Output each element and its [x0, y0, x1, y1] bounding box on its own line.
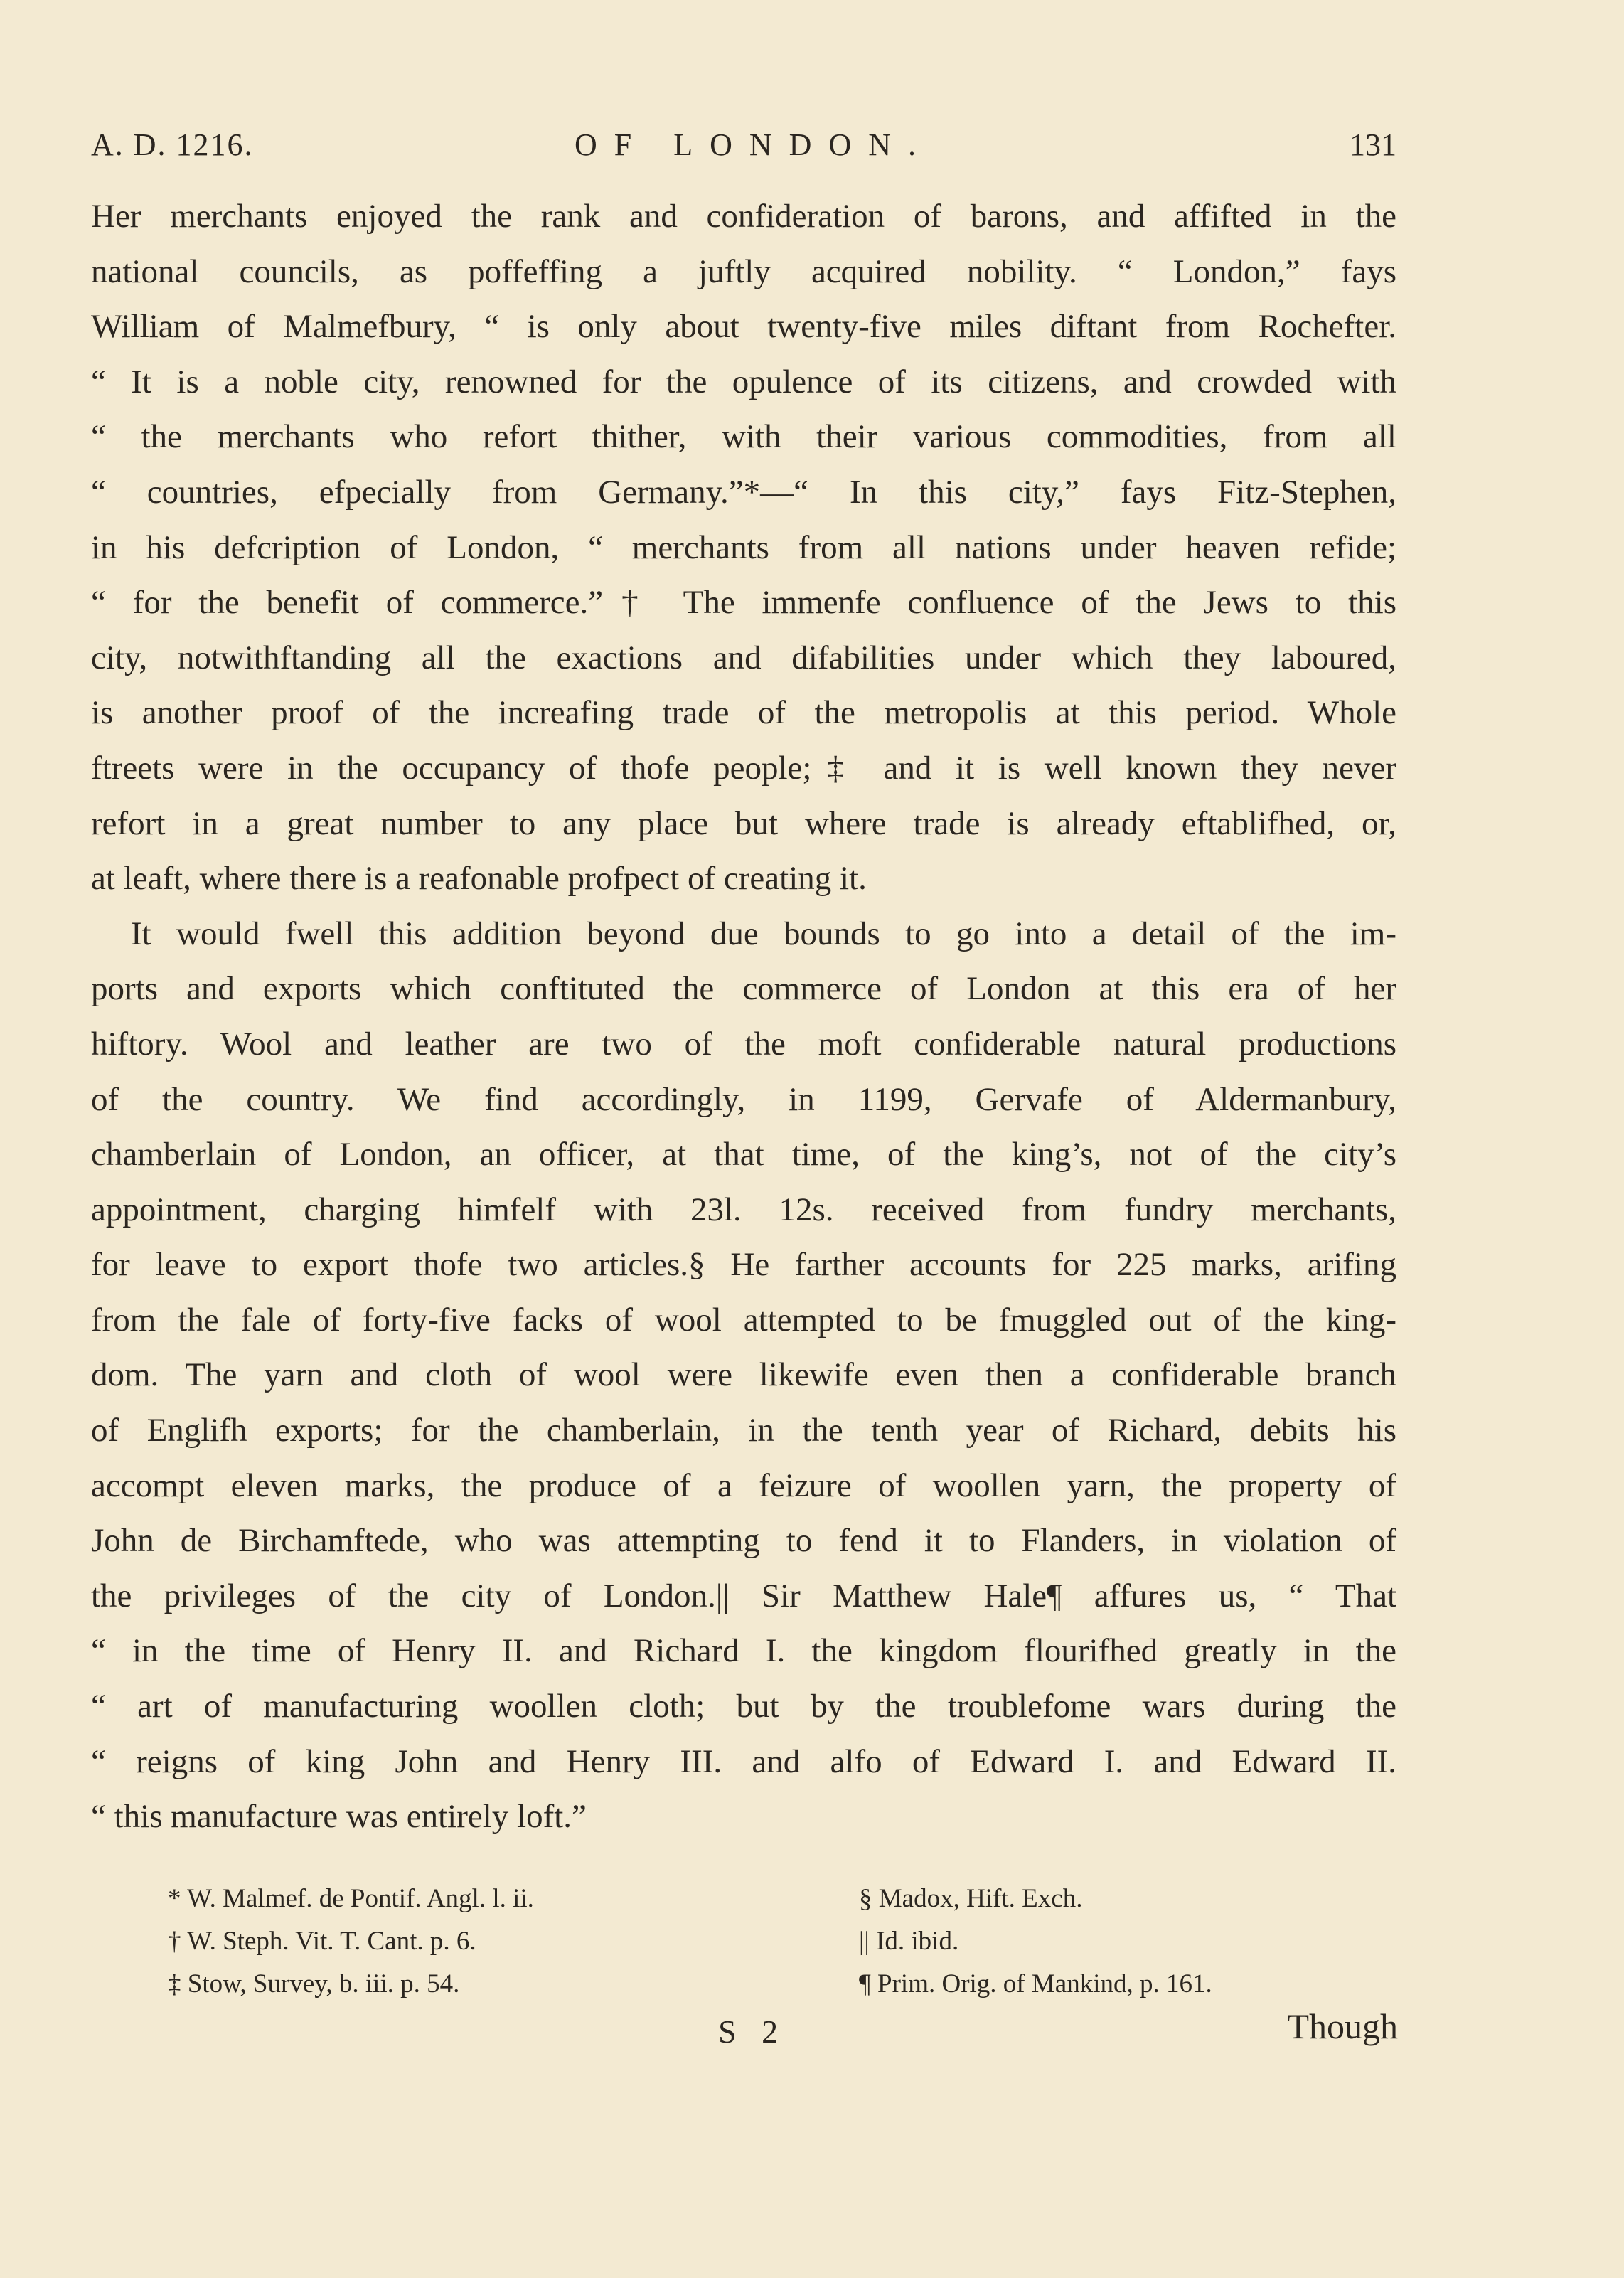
text-line: “ the merchants who refort thither, with their various commodities, from all [91, 418, 1396, 456]
text-line: refort in a great number to any place but where trade is already eftablifhed, or, [91, 804, 1396, 842]
signature-mark: S 2 [718, 2013, 787, 2050]
text-line: It would fwell this addition beyond due bounds to go into a detail of the im- [131, 915, 1396, 952]
footnote: † W. Steph. Vit. T. Cant. p. 6. [168, 1927, 476, 1956]
catchword: Though [1287, 2006, 1398, 2046]
text-line: “ countries, efpecially from Germany.”*—“ In this city,” fays Fitz-Stephen, [91, 473, 1396, 511]
text-line: from the fale of forty-five facks of wool attempted to be fmuggled out of the king- [91, 1301, 1396, 1338]
footnote: * W. Malmef. de Pontif. Angl. l. ii. [168, 1884, 534, 1913]
body-text [91, 189, 1396, 1845]
text-line: John de Birchamftede, who was attempting to fend it to Flanders, in violation of [91, 1522, 1396, 1560]
text-line: hiftory. Wool and leather are two of the moft confiderable natural productions [91, 1025, 1396, 1063]
text-line: “ reigns of king John and Henry III. and alfo of Edward I. and Edward II. [91, 1742, 1396, 1780]
footnotes-left [168, 1878, 534, 2006]
text-line: “ this manufacture was entirely loft.” [91, 1798, 587, 1836]
text-line: city, notwithftanding all the exactions and difabilities under which they laboured, [91, 639, 1396, 676]
text-line: the privileges of the city of London.|| Sir Matthew Hale¶ affures us, “ That [91, 1577, 1396, 1614]
footnote: § Madox, Hift. Exch. [859, 1884, 1083, 1913]
header-year: A. D. 1216. [91, 127, 254, 162]
text-line: appointment, charging himfelf with 23l. 12s. received from fundry merchants, [91, 1191, 1396, 1228]
text-line: in his defcription of London, “ merchants from all nations under heaven refide; [91, 528, 1396, 566]
text-line: of Englifh exports; for the chamberlain, in the tenth year of Richard, debits his [91, 1412, 1396, 1449]
text-line: accompt eleven marks, the produce of a feizure of woollen yarn, the property of [91, 1467, 1396, 1504]
text-line: Her merchants enjoyed the rank and confideration of barons, and affifted in the [91, 198, 1396, 235]
footnotes-right [859, 1878, 1212, 2006]
text-line: “ for the benefit of commerce.”† The immenfe confluence of the Jews to this [91, 584, 1396, 622]
running-header [91, 127, 1396, 169]
header-title: OF LONDON. [575, 127, 933, 162]
footnote: ‡ Stow, Survey, b. iii. p. 54. [168, 1969, 460, 1998]
text-line: for leave to export thofe two articles.§ He farther accounts for 225 marks, arifing [91, 1246, 1396, 1284]
footnote: ¶ Prim. Orig. of Mankind, p. 161. [859, 1969, 1212, 1998]
text-line: “ in the time of Henry II. and Richard I. the kingdom flourifhed greatly in the [91, 1632, 1396, 1670]
footnote: || Id. ibid. [859, 1927, 959, 1956]
text-line: William of Malmefbury, “ is only about twenty-five miles diftant from Rochefter. [91, 308, 1396, 346]
page-number: 131 [1350, 127, 1396, 162]
text-line: is another proof of the increafing trade of the metropolis at this period. Whole [91, 694, 1396, 732]
text-line: chamberlain of London, an officer, at that time, of the king’s, not of the city’s [91, 1136, 1396, 1173]
text-line: of the country. We find accordingly, in 1199, Gervafe of Aldermanbury, [91, 1080, 1396, 1118]
text-line: at leaft, where there is a reafonable profpect of creating it. [91, 860, 867, 898]
text-line: “ It is a noble city, renowned for the opulence of its citizens, and crowded with [91, 363, 1396, 400]
text-line: ftreets were in the occupancy of thofe people;‡ and it is well known they never [91, 749, 1396, 787]
text-line: dom. The yarn and cloth of wool were likewife even then a confiderable branch [91, 1356, 1396, 1394]
text-line: “ art of manufacturing woollen cloth; but by the troublefome wars during the [91, 1688, 1396, 1725]
text-line: ports and exports which conftituted the commerce of London at this era of her [91, 970, 1396, 1008]
text-line: national councils, as poffeffing a juftly acquired nobility. “ London,” fays [91, 252, 1396, 290]
